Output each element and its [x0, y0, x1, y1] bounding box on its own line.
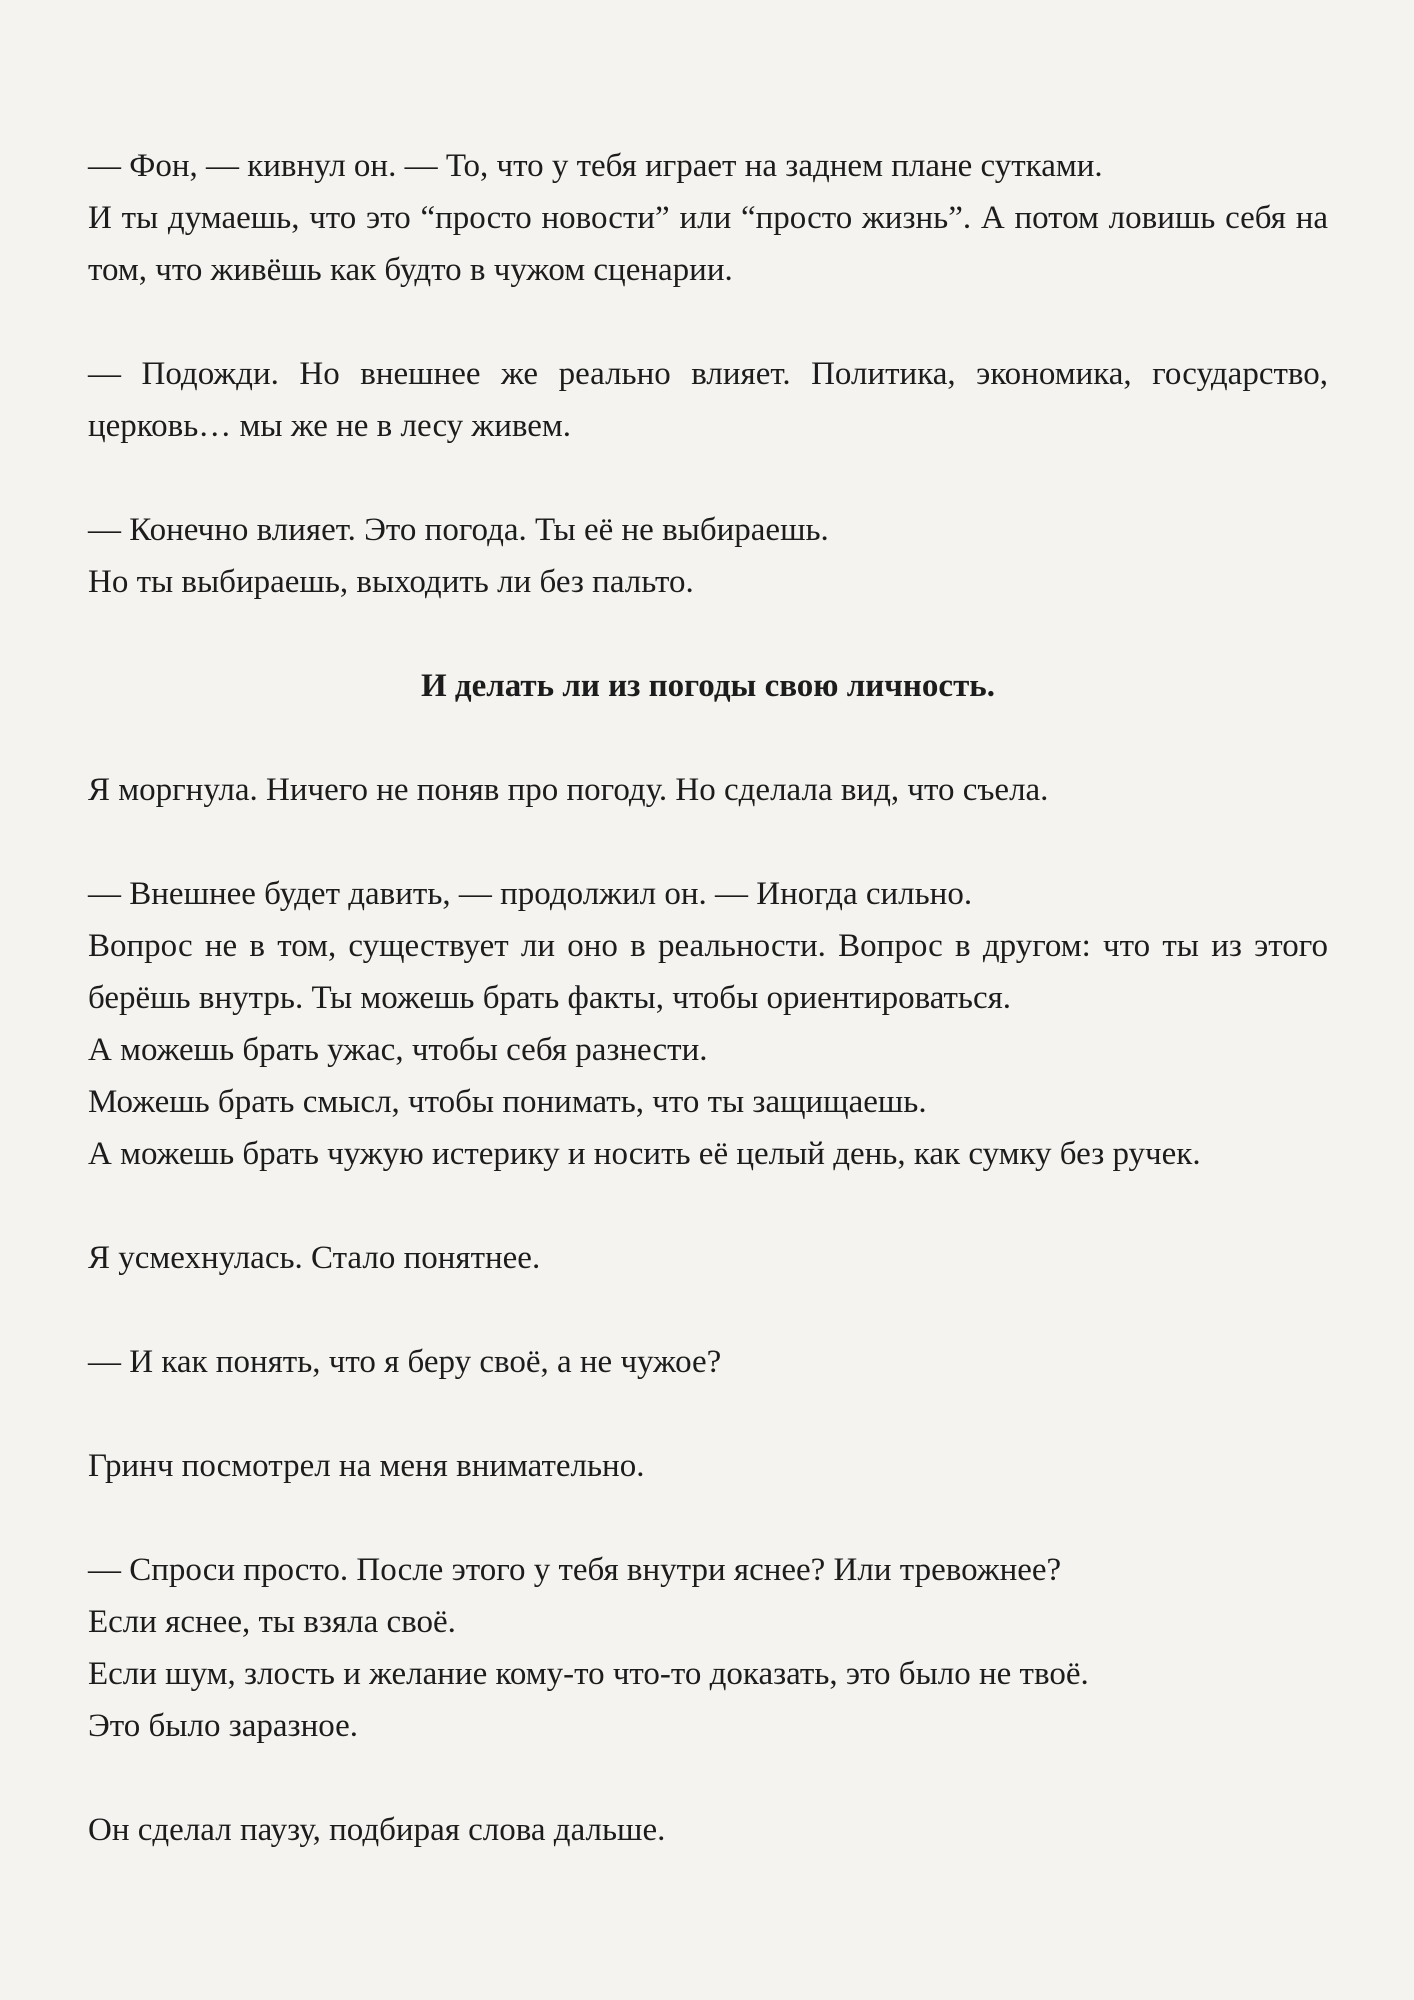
- paragraph-spacer: [88, 1388, 1328, 1440]
- paragraph-grinch-look: [88, 1440, 1328, 1492]
- paragraph-line: Но ты выбираешь, выходить ли без пальто.: [88, 564, 694, 600]
- paragraph-line: Если яснее, ты взяла своё.: [88, 1604, 456, 1640]
- paragraph-line: — Фон, — кивнул он. — То, что у тебя играет на заднем плане сутками.: [88, 148, 1103, 184]
- paragraph-spacer: [88, 712, 1328, 764]
- highlighted-quote-text: И делать ли из погоды свою личность.: [421, 668, 995, 704]
- paragraph-wait: [88, 348, 1328, 452]
- paragraph-question: [88, 1336, 1328, 1388]
- paragraph-line: Я моргнула. Ничего не поняв про погоду. Но сделала вид, что съела.: [88, 772, 1049, 808]
- paragraph-line: Можешь брать смысл, чтобы понимать, что ты защищаешь.: [88, 1084, 927, 1120]
- paragraph-line: А можешь брать ужас, чтобы себя разнести.: [88, 1032, 708, 1068]
- paragraph-spacer: [88, 816, 1328, 868]
- paragraph-pause: [88, 1804, 1328, 1856]
- paragraph-smirk: [88, 1232, 1328, 1284]
- paragraph-line: Вопрос не в том, существует ли оно в реальности. Вопрос в другом: что ты из этого берёшь внутрь. Ты можешь брать факты, чтобы ориентироваться.: [88, 928, 1328, 1016]
- paragraph-line: И ты думаешь, что это “просто новости” или “просто жизнь”. А потом ловишь себя на том, что живёшь как будто в чужом сценарии.: [88, 200, 1328, 288]
- paragraph-spacer: [88, 1492, 1328, 1544]
- paragraph-external-pressure: [88, 868, 1328, 1180]
- paragraph-answer: [88, 1544, 1328, 1752]
- paragraph-line: — Спроси просто. После этого у тебя внутри яснее? Или тревожнее?: [88, 1552, 1062, 1588]
- paragraph-line: Я усмехнулась. Стало понятнее.: [88, 1240, 541, 1276]
- paragraph-line: Гринч посмотрел на меня внимательно.: [88, 1448, 645, 1484]
- paragraph-spacer: [88, 296, 1328, 348]
- document-page: [88, 140, 1328, 1856]
- paragraph-blink: [88, 764, 1328, 816]
- paragraph-line: А можешь брать чужую истерику и носить её целый день, как сумку без ручек.: [88, 1136, 1201, 1172]
- paragraph-spacer: [88, 1752, 1328, 1804]
- paragraph-line: Это было заразное.: [88, 1708, 359, 1744]
- paragraph-line: — И как понять, что я беру своё, а не чужое?: [88, 1344, 722, 1380]
- paragraph-background: [88, 140, 1328, 296]
- paragraph-line: Если шум, злость и желание кому-то что-то доказать, это было не твоё.: [88, 1656, 1089, 1692]
- paragraph-line: Он сделал паузу, подбирая слова дальше.: [88, 1812, 666, 1848]
- paragraph-line: — Конечно влияет. Это погода. Ты её не выбираешь.: [88, 512, 829, 548]
- paragraph-spacer: [88, 1284, 1328, 1336]
- paragraph-spacer: [88, 1180, 1328, 1232]
- paragraph-line: — Внешнее будет давить, — продолжил он. — Иногда сильно.: [88, 876, 973, 912]
- paragraph-line: — Подожди. Но внешнее же реально влияет. Политика, экономика, государство, церковь… мы же не в лесу живем.: [88, 356, 1328, 444]
- paragraph-weather: [88, 504, 1328, 608]
- paragraph-spacer: [88, 452, 1328, 504]
- paragraph-spacer: [88, 608, 1328, 660]
- highlighted-quote: [88, 660, 1328, 712]
